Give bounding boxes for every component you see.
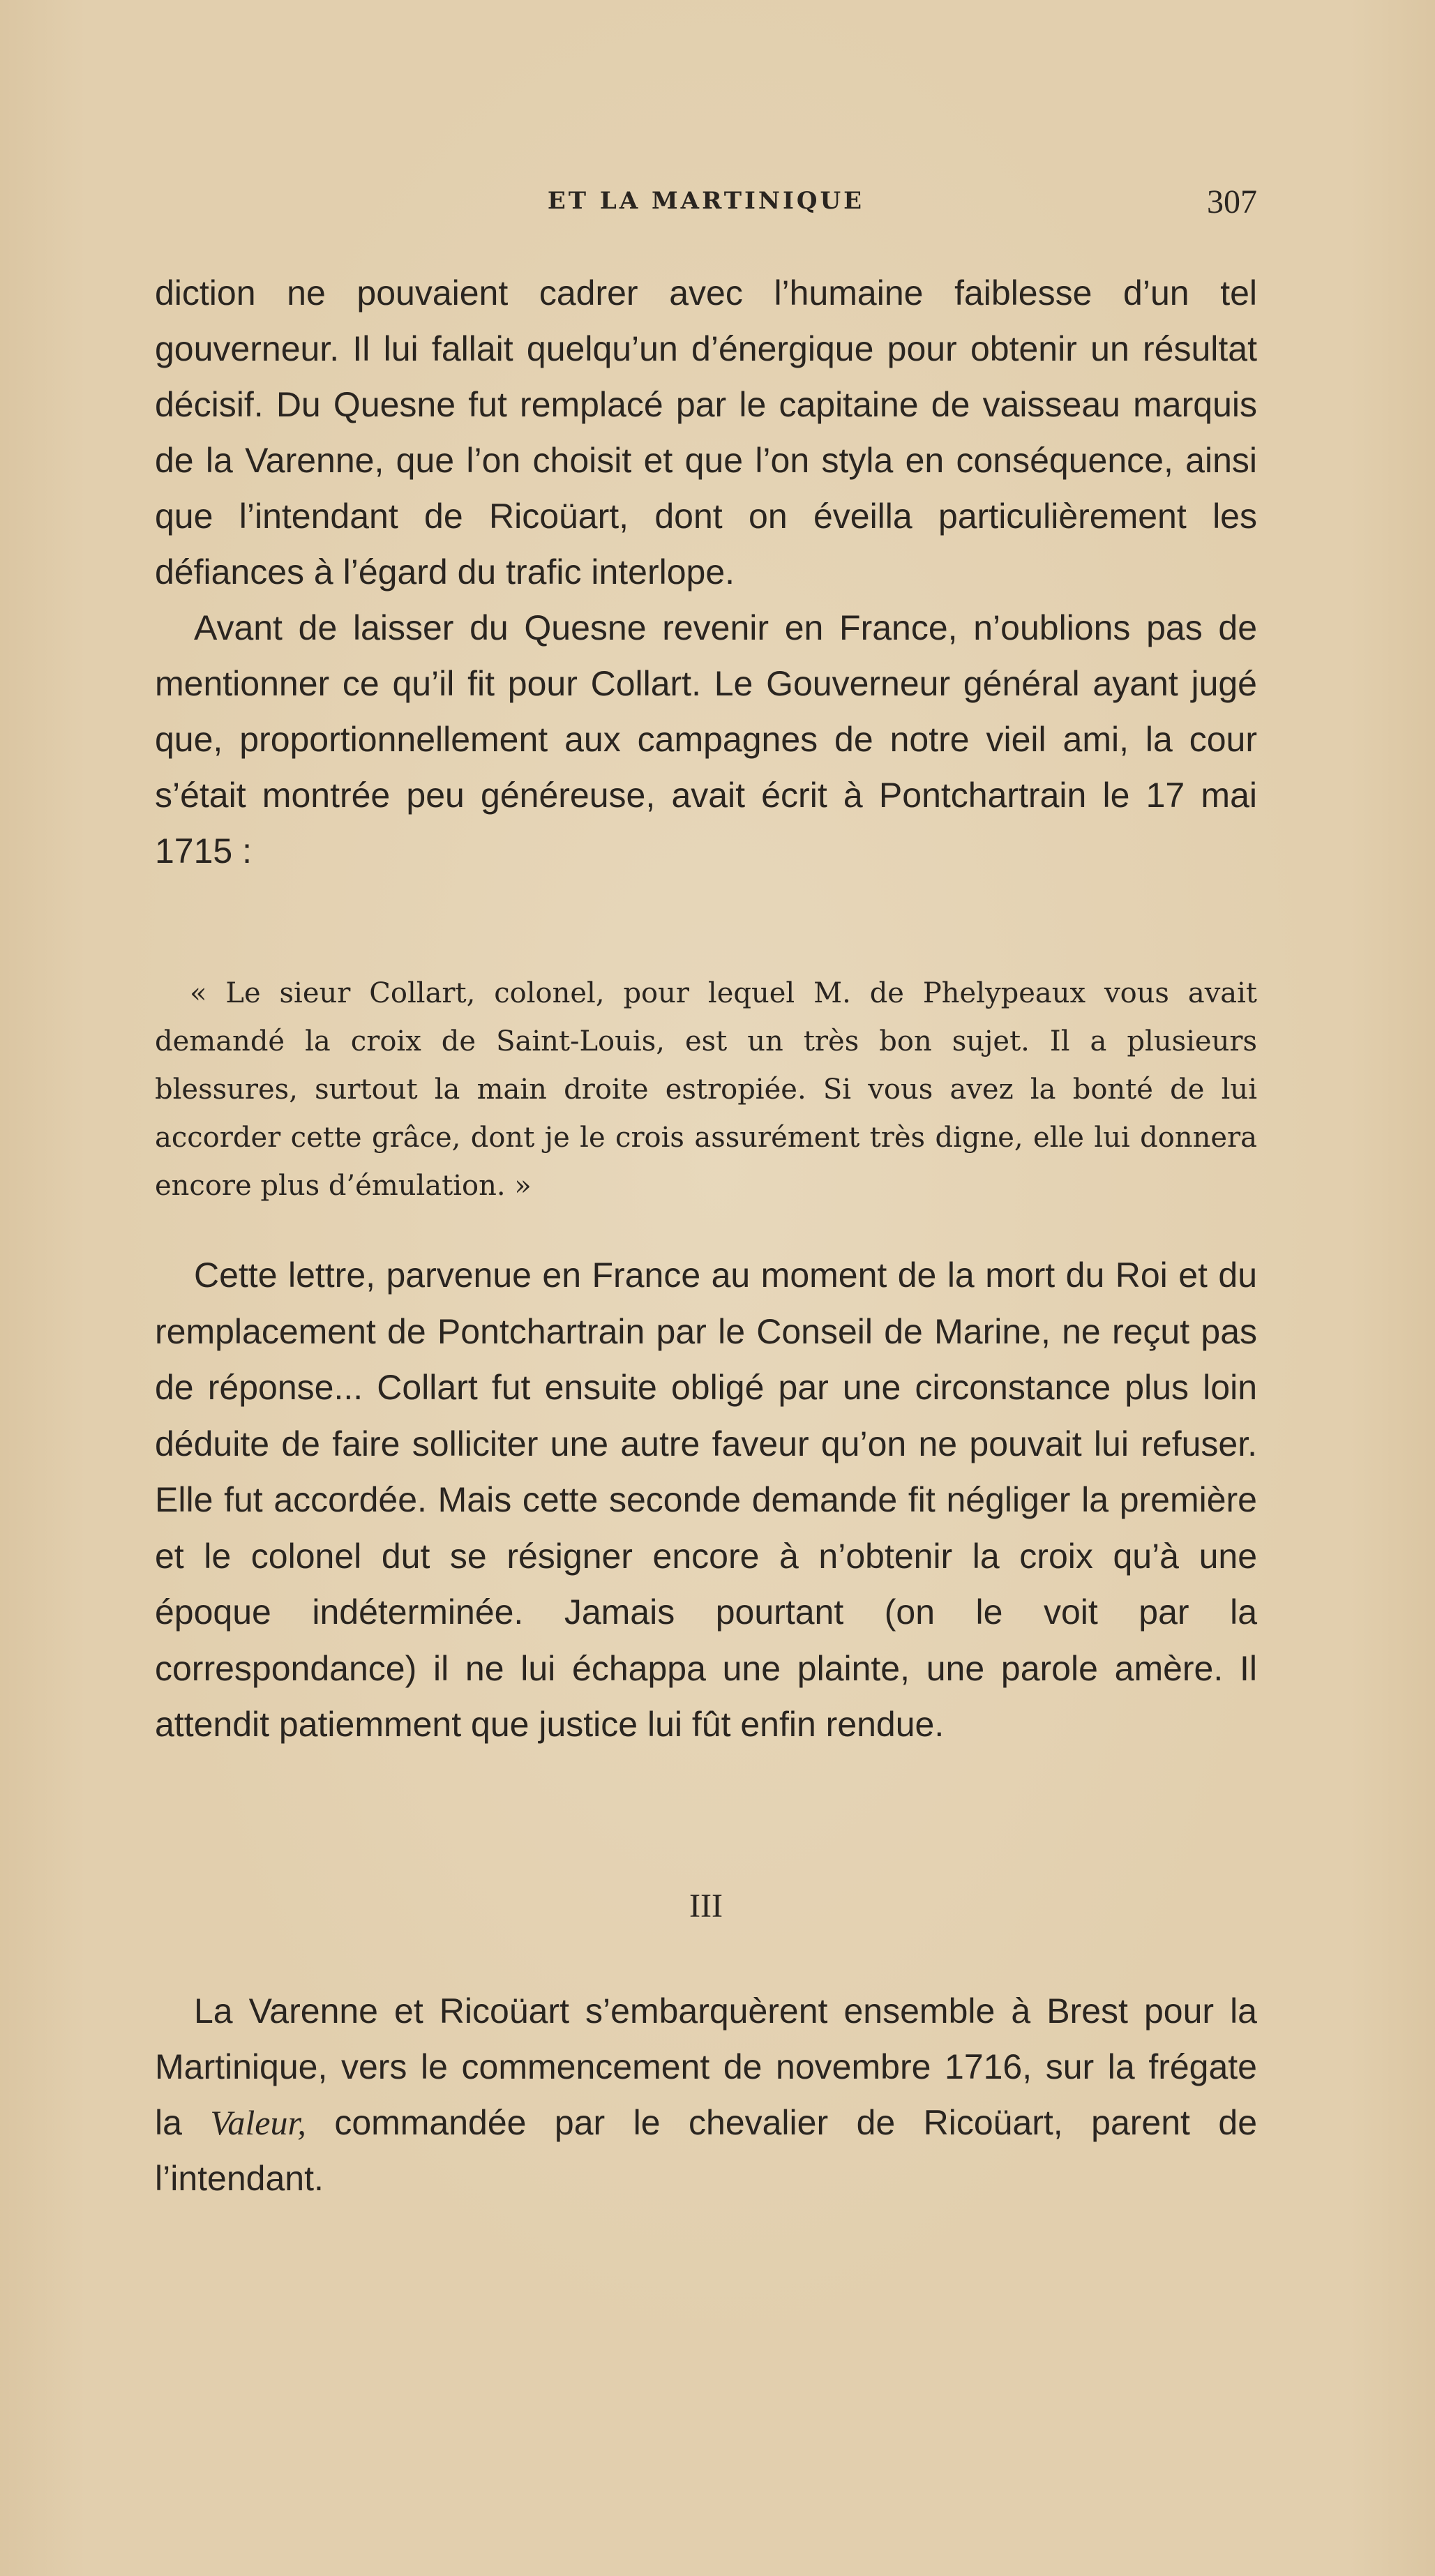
body-text-bottom xyxy=(155,1983,1257,2206)
section-heading: III xyxy=(689,1888,723,1925)
ship-name-italic: Valeur, xyxy=(210,2103,306,2142)
quote-text: « Le sieur Collart, colonel, pour lequel M. de Phelypeaux vous avait demandé la croix de Saint-Louis, est un très bon sujet. Il a plusieurs blessures, surtout la main droite estropiée. Si vous avez la bonté de lui accorder cette grâce, dont je le crois assurément très digne, elle lui donnera encore plus d’émulation. » xyxy=(155,977,1257,1202)
body-text-top xyxy=(155,265,1257,879)
paragraph-3: Cette lettre, parvenue en France au moment de la mort du Roi et du remplacement de Pontchartrain par le Conseil de Marine, ne reçut pas de réponse... Collart fut ensuite obligé par une circonstance plus loin déduite de faire solliciter une autre faveur qu’on ne pouvait lui refuser. Elle fut accordée. Mais cette seconde demande fit négliger la première et le colonel dut se résigner encore à n’obtenir la croix qu’à une époque indéterminée. Jamais pourtant (on le voit par la correspondance) il ne lui échappa une plainte, une parole amère. Il attendit patiemment que justice lui fût enfin rendue. xyxy=(155,1256,1257,1744)
paragraph-2: Avant de laisser du Quesne revenir en France, n’oublions pas de mentionner ce qu’il fit pour Collart. Le Gouverneur général ayant jugé que, proportionnellement aux campagnes de notre vieil ami, la cour s’était montrée peu généreuse, avait écrit à Pontchartrain le 17 mai 1715 : xyxy=(155,608,1257,871)
paragraph-4-part-2: commandée par le chevalier de Ricoüart, parent de l’intendant. xyxy=(155,2103,1257,2198)
page-header xyxy=(155,183,1257,229)
paragraph-4-part-1: La Varenne et Ricoüart s’embarquèrent ensemble à Brest pour la Martinique, vers le commencement de novembre 1716, sur la frégate la xyxy=(155,1991,1257,2142)
page-number: 307 xyxy=(1207,183,1257,220)
block-quote xyxy=(155,970,1257,1210)
paragraph-4 xyxy=(155,1983,1257,2206)
body-text-middle xyxy=(155,1247,1257,1753)
running-title: ET LA MARTINIQUE xyxy=(547,187,865,215)
paragraph-1: diction ne pouvaient cadrer avec l’humaine faiblesse d’un tel gouverneur. Il lui fallait quelqu’un d’énergique pour obtenir un résultat décisif. Du Quesne fut remplacé par le capitaine de vaisseau marquis de la Varenne, que l’on choisit et que l’on styla en conséquence, ainsi que l’intendant de Ricoüart, dont on éveilla particulièrement les défiances à l’égard du trafic interlope. xyxy=(155,273,1257,592)
